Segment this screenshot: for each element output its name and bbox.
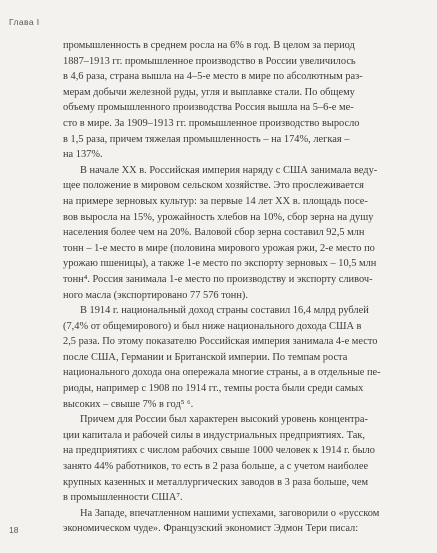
paragraph-first-line: В 1914 г. национальный доход страны составил 16,4 млрд рублей [80,305,369,317]
text-line: занято 44% работников, то есть в 2 раза больше, а с учетом наиболее [63,461,369,473]
text-line: национального дохода она опережала многие страны, а в отдельные пе- [63,367,381,379]
page-number: 18 [9,525,19,535]
text-line: объему промышленного производства Россия вышла на 5–6-е ме- [63,102,354,114]
text-line: 2,5 раза. По этому показателю Российская империя занимала 4-е место [63,336,378,348]
paragraph-first-line: Причем для России был характерен высокий уровень концентра- [80,414,368,426]
text-line: экономическом чуде». Французский экономист Эдмон Тери писал: [63,523,359,535]
text-line: тонн⁴. Россия занимала 1-е место по производству и экспорту сливоч- [63,273,373,285]
text-line: в 4,6 раза, страна вышла на 4–5-е место в мире по абсолютным раз- [63,71,363,83]
text-line: тонн – 1-е место в мире (половина мирового урожая ржи, 2-е место по [63,242,375,254]
text-line: урожаю пшеницы), а также 1-е место по экспорту зерновых – 10,5 млн [63,258,377,270]
text-line: сто в мире. За 1909–1913 гг. промышленное производство выросло [63,117,360,129]
text-line: на предприятиях с числом рабочих свыше 1000 человек к 1914 г. было [63,445,375,457]
chapter-header: Глава I [9,17,40,27]
text-line: на 137%. [63,149,103,161]
text-line: промышленность в среднем росла на 6% в год. В целом за период [63,40,355,51]
text-line: щее положение в мировом сельском хозяйстве. Это прослеживается [63,180,364,192]
text-line: ного масла (экспортировано 77 576 тонн). [63,289,248,301]
text-line: в 1,5 раза, причем тяжелая промышленность – на 174%, легкая – [63,133,350,145]
body-text [63,38,429,537]
text-line: ции капитала и рабочей силы в индустриальных предприятиях. Так, [63,429,365,441]
text-line: 1887–1913 гг. промышленное производство в России увеличилось [63,55,356,67]
text-line: после США, Германии и Британской империи. По темпам роста [63,351,348,363]
text-line: в промышленности США⁷. [63,492,183,504]
paragraph-first-line: В начале XX в. Российская империя наряду с США занимала веду- [80,164,378,176]
text-line: на примере зерновых культур: за первые 14 лет XX в. площадь посе- [63,195,368,207]
paragraph-first-line: На Западе, впечатленном нашими успехами, заговорили о «русском [80,507,380,519]
text-line: (7,4% от общемирового) и был ниже национального дохода США в [63,320,362,332]
text-line: высоких – свыше 7% в год⁵ ⁶. [63,398,194,410]
text-line: крупных казенных и металлургических заводов в 3 раза больше, чем [63,476,369,488]
text-line: мерам добычи железной руды, угля и выплавке стали. По общему [63,86,355,98]
text-line: риоды, например с 1908 по 1914 гг., темпы роста были среди самых [63,383,364,395]
text-line: вов выросла на 15%, урожайность хлебов на 10%, сбор зерна на душу [63,211,374,223]
text-line: населения более чем на 20%. Валовой сбор зерна составил 92,5 млн [63,227,365,239]
